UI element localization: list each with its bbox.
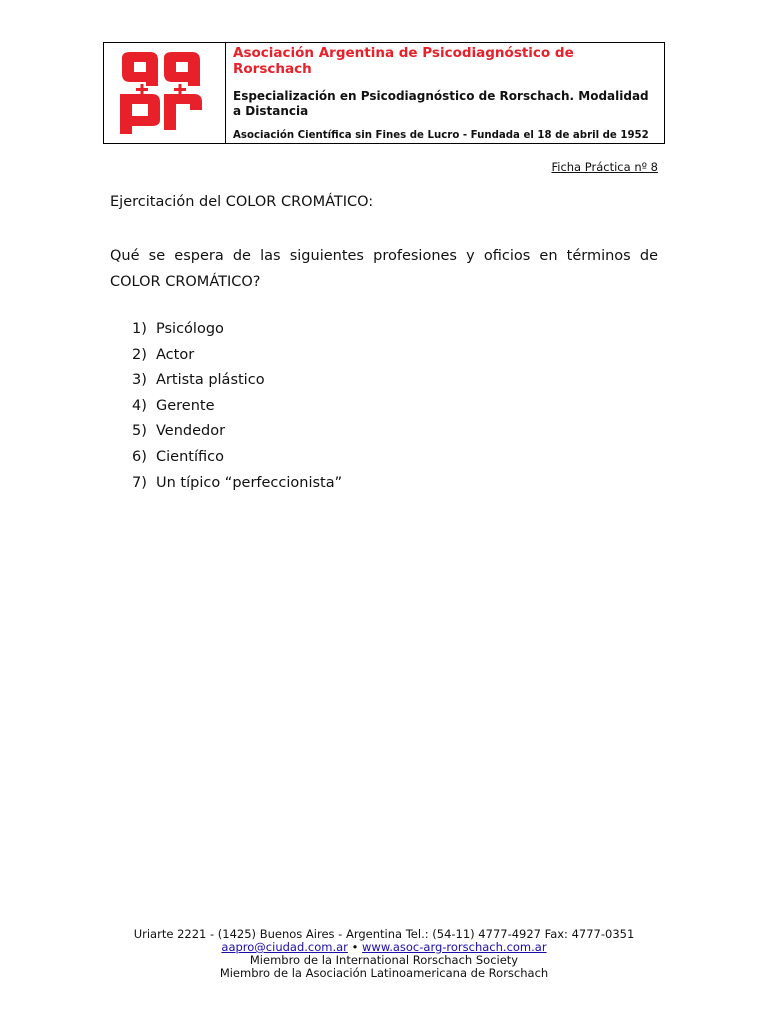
foundation-line: Asociación Científica sin Fines de Lucro - Fundada el 18 de abril de 1952 bbox=[233, 130, 649, 141]
item-number: 7) bbox=[132, 474, 147, 491]
item-text: Psicólogo bbox=[156, 321, 224, 337]
footer bbox=[0, 928, 768, 980]
separator-bullet: • bbox=[351, 940, 359, 954]
list-item bbox=[132, 473, 342, 499]
item-number: 3) bbox=[132, 372, 147, 389]
list-item bbox=[132, 345, 342, 371]
profession-list bbox=[132, 319, 342, 498]
letterhead bbox=[103, 42, 665, 144]
list-item bbox=[132, 421, 342, 447]
item-number: 1) bbox=[132, 321, 147, 337]
membership-latinoamericana: Miembro de la Asociación Latinoamericana de Rorschach bbox=[219, 966, 549, 980]
item-text: Actor bbox=[156, 346, 195, 363]
organization-name: Asociación Argentina de Psicodiagnóstico de Rorschach bbox=[233, 45, 574, 77]
aapro-logo-icon bbox=[116, 52, 206, 134]
organization-info bbox=[226, 43, 664, 143]
sheet-label: Ficha Práctica nº 8 bbox=[551, 160, 658, 174]
list-item bbox=[132, 447, 342, 473]
program-title: Especialización en Psicodiagnóstico de Rorschach. Modalidad a Distancia bbox=[233, 89, 649, 118]
list-item bbox=[132, 319, 342, 345]
website-link[interactable]: www.asoc-arg-rorschach.com.ar bbox=[362, 940, 547, 954]
membership-international: Miembro de la International Rorschach Society bbox=[249, 953, 519, 967]
item-text: Un típico “perfeccionista” bbox=[156, 474, 343, 491]
item-number: 6) bbox=[132, 448, 147, 465]
item-number: 5) bbox=[132, 423, 147, 440]
item-number: 2) bbox=[132, 346, 147, 363]
email-link[interactable]: aapro@ciudad.com.ar bbox=[221, 940, 348, 954]
list-item bbox=[132, 396, 342, 422]
item-text: Vendedor bbox=[156, 423, 226, 440]
item-text: Artista plástico bbox=[156, 372, 265, 389]
list-item bbox=[132, 370, 342, 396]
item-text: Gerente bbox=[156, 397, 215, 414]
question-text: Qué se espera de las siguientes profesiones y oficios en términos de COLOR CROMÁTICO? bbox=[110, 248, 658, 290]
item-number: 4) bbox=[132, 397, 147, 414]
item-text: Científico bbox=[156, 448, 224, 465]
logo-cell bbox=[104, 43, 226, 143]
footer-address: Uriarte 2221 - (1425) Buenos Aires - Argentina Tel.: (54-11) 4777-4927 Fax: 4777-0351 bbox=[133, 927, 635, 941]
exercise-title: Ejercitación del COLOR CROMÁTICO: bbox=[110, 194, 374, 210]
